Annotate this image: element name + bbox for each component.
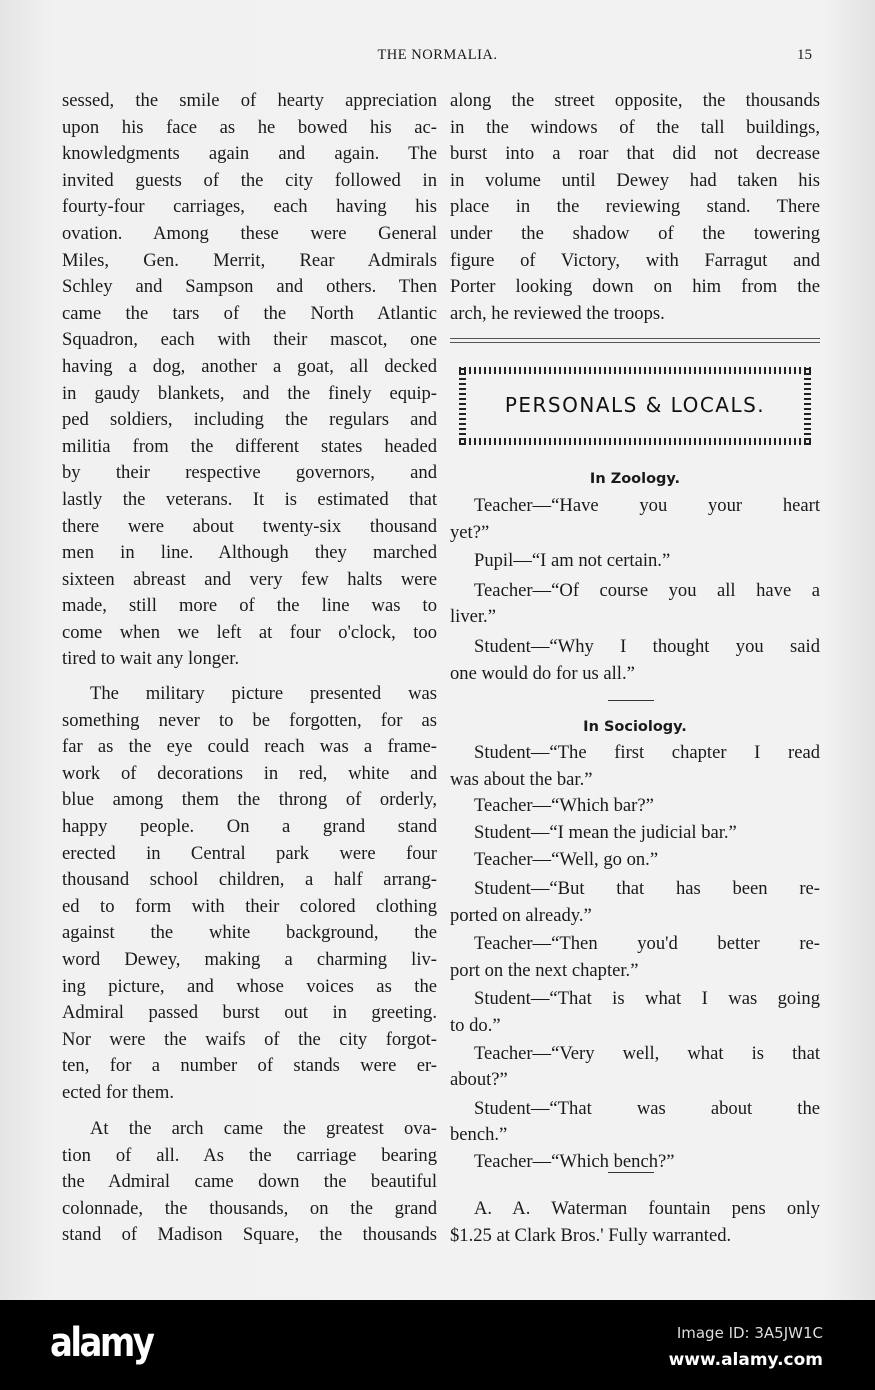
text-line: figure of Victory, with Farragut and — [450, 249, 820, 271]
zoology-dialogue — [450, 493, 820, 687]
text-line: there were about twenty-six thousand — [62, 515, 437, 537]
stock-footer — [0, 1300, 875, 1390]
dialogue-entry — [450, 740, 820, 793]
text-line: Teacher—“Which bar?” — [474, 795, 654, 817]
dialogue-entry — [450, 634, 820, 687]
text-line: ovation. Among these were General — [62, 222, 437, 244]
text-line: Student—“The first chapter I read — [474, 742, 820, 763]
right-continuation — [450, 88, 820, 327]
text-line: tired to wait any longer. — [62, 648, 240, 670]
text-line: erected in Central park were four — [62, 842, 437, 864]
text-line: port on the next chapter.” — [450, 959, 639, 981]
site-url: www.alamy.com — [668, 1350, 823, 1370]
text-line: ported on already.” — [450, 904, 592, 926]
text-line: fourty-four carriages, each having his — [62, 196, 437, 218]
text-line: colonnade, the thousands, on the grand — [62, 1197, 437, 1219]
text-line: arch, he reviewed the troops. — [450, 302, 665, 324]
text-line: Teacher—“Of course you all have a — [474, 579, 820, 601]
text-line: Teacher—“Very well, what is that — [474, 1042, 820, 1064]
left-paragraph-2 — [62, 681, 437, 1107]
dialogue-entry — [450, 931, 820, 984]
text-line: $1.25 at Clark Bros.' Fully warranted. — [450, 1224, 732, 1246]
text-line: men in line. Although they marched — [62, 542, 437, 564]
text-line: Squadron, each with their mascot, one — [62, 329, 437, 351]
text-line: having a dog, another a goat, all decked — [62, 355, 437, 377]
text-line: blue among them the throng of orderly, — [62, 789, 437, 811]
text-line: ped soldiers, including the regulars and — [62, 409, 437, 431]
page-number: 15 — [797, 47, 812, 63]
text-line: Pupil—“I am not certain.” — [474, 550, 671, 572]
text-line: against the white background, the — [62, 922, 437, 944]
dialogue-entry — [450, 1096, 820, 1149]
text-line: tion of all. As the carriage bearing — [62, 1144, 437, 1166]
dialogue-entry — [450, 578, 820, 631]
alamy-logo: alamy — [50, 1320, 153, 1366]
text-line: by their respective governors, and — [62, 462, 437, 484]
dialogue-entry — [450, 1041, 820, 1094]
dialogue-entry — [450, 820, 820, 847]
text-line: A. A. Waterman fountain pens only — [474, 1198, 820, 1219]
text-line: Student—“Why I thought you said — [474, 635, 820, 657]
text-line: At the arch came the greatest ova- — [90, 1118, 437, 1139]
text-line: was about the bar.” — [450, 768, 593, 790]
text-line: something never to be forgotten, for as — [62, 709, 437, 731]
zoology-heading: In Zoology. — [589, 471, 681, 487]
text-line: ed to form with their colored clothing — [62, 895, 437, 917]
short-rule — [608, 700, 654, 701]
left-paragraph-3 — [62, 1116, 437, 1249]
left-paragraph-1 — [62, 88, 437, 673]
section-title: PERSONALS & LOCALS. — [504, 393, 766, 417]
running-header: THE NORMALIA. — [377, 47, 498, 63]
text-line: work of decorations in red, white and — [62, 762, 437, 784]
text-line: made, still more of the line was to — [62, 595, 437, 617]
dialogue-entry — [450, 493, 820, 546]
dialogue-entry — [450, 793, 820, 820]
text-line: one would do for us all.” — [450, 662, 635, 684]
dialogue-entry — [450, 876, 820, 929]
text-line: about?” — [450, 1069, 508, 1091]
text-line: came the tars of the North Atlantic — [62, 302, 437, 324]
text-line: ected for them. — [62, 1081, 175, 1103]
text-line: Miles, Gen. Merrit, Rear Admirals — [62, 249, 437, 271]
text-line: militia from the different states headed — [62, 435, 437, 457]
text-line: Porter looking down on him from the — [450, 276, 820, 298]
text-line: lastly the veterans. It is estimated that — [62, 488, 437, 510]
text-line: Teacher—“Have you your heart — [474, 495, 820, 516]
dialogue-entry — [450, 986, 820, 1039]
text-line: Admiral passed burst out in greeting. — [62, 1002, 437, 1024]
text-line: Student—“That is what I was going — [474, 988, 820, 1010]
advertisement — [450, 1196, 820, 1249]
text-line: knowledgments again and again. The — [62, 143, 437, 165]
text-line: stand of Madison Square, the thousands — [62, 1224, 437, 1246]
text-line: yet?” — [450, 521, 490, 543]
text-line: sixteen abreast and very few halts were — [62, 568, 437, 590]
text-line: sessed, the smile of hearty appreciation — [62, 90, 437, 111]
text-line: Student—“I mean the judicial bar.” — [474, 821, 737, 843]
text-line: thousand school children, a half arrang- — [62, 869, 437, 891]
sociology-dialogue — [450, 740, 820, 1176]
text-line: along the street opposite, the thousands — [450, 90, 820, 111]
text-line: ten, for a number of stands were er- — [62, 1055, 437, 1077]
image-id: Image ID: 3A5JW1C — [676, 1324, 823, 1342]
sociology-heading: In Sociology. — [583, 719, 687, 735]
text-line: burst into a roar that did not decrease — [450, 143, 820, 165]
text-line: invited guests of the city followed in — [62, 169, 437, 191]
double-rule — [450, 338, 820, 343]
text-line: Teacher—“Then you'd better re- — [474, 933, 820, 955]
text-line: liver.” — [450, 606, 496, 628]
short-rule — [608, 1172, 654, 1173]
text-line: in volume until Dewey had taken his — [450, 169, 820, 191]
text-line: word Dewey, making a charming liv- — [62, 948, 437, 970]
dialogue-entry — [450, 548, 820, 575]
text-line: Student—“That was about the — [474, 1097, 820, 1119]
ornamental-title-box — [452, 360, 818, 452]
text-line: happy people. On a grand stand — [62, 815, 437, 837]
text-line: in gaudy blankets, and the finely equip- — [62, 382, 437, 404]
text-line: ing picture, and whose voices as the — [62, 975, 437, 997]
text-line: bench.” — [450, 1124, 508, 1146]
text-line: far as the eye could reach was a frame- — [62, 736, 437, 758]
text-line: Student—“But that has been re- — [474, 877, 820, 899]
text-line: to do.” — [450, 1014, 501, 1036]
text-line: the Admiral came down the beautiful — [62, 1171, 437, 1193]
text-line: Teacher—“Well, go on.” — [474, 849, 659, 871]
text-line: Nor were the waifs of the city forgot- — [62, 1028, 437, 1050]
dialogue-entry — [450, 847, 820, 874]
text-line: The military picture presented was — [90, 683, 437, 704]
text-line: place in the reviewing stand. There — [450, 196, 820, 218]
text-line: Schley and Sampson and others. Then — [62, 276, 437, 298]
text-line: come when we left at four o'clock, too — [62, 621, 437, 643]
text-line: under the shadow of the towering — [450, 222, 820, 244]
text-line: Teacher—“Which bench?” — [474, 1150, 675, 1172]
text-line: in the windows of the tall buildings, — [450, 116, 820, 138]
text-line: upon his face as he bowed his ac- — [62, 116, 437, 138]
